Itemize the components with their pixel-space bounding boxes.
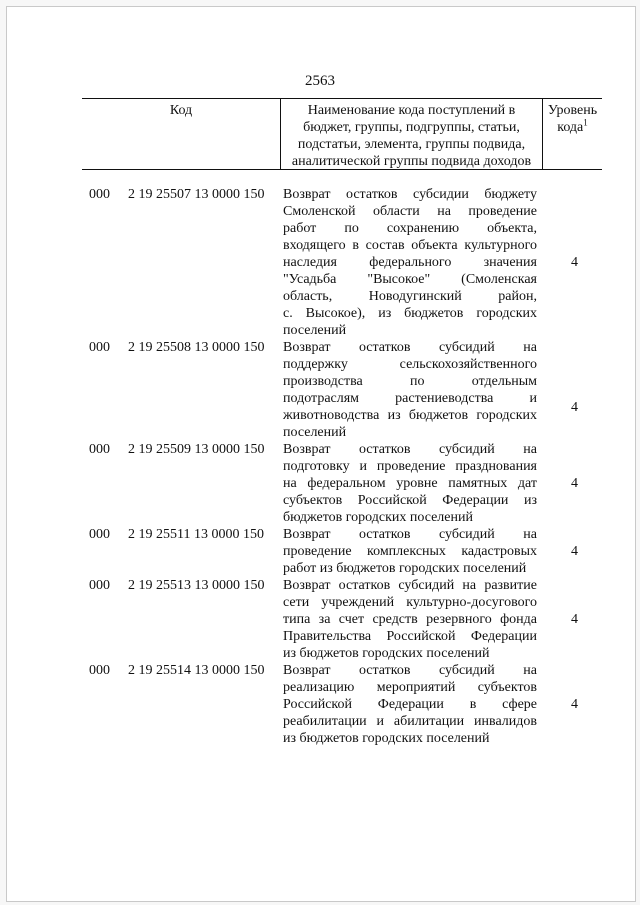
income-name-line: бюджетов городских поселений	[283, 510, 473, 525]
income-name-line: Возврат остатков субсидий на	[283, 663, 537, 678]
admin-code: 000	[89, 442, 110, 457]
income-name-line: производства по отдельным	[283, 374, 537, 389]
table-header	[82, 98, 602, 170]
income-name-line: поселений	[283, 425, 347, 440]
income-name	[283, 577, 537, 662]
code-level: 4	[571, 399, 578, 415]
admin-code: 000	[89, 578, 110, 593]
header-name	[281, 99, 543, 169]
header-code: Код	[82, 99, 281, 169]
admin-code: 000	[89, 663, 110, 678]
income-name-line: типа за счет средств резервного фонда	[283, 612, 537, 627]
income-name-line: наследия федерального значения	[283, 255, 537, 270]
income-name-line: поддержку сельскохозяйственного	[283, 357, 537, 372]
income-name-line: Возврат остатков субсидий на	[283, 340, 537, 355]
income-code: 2 19 25511 13 0000 150	[128, 527, 264, 542]
income-name	[283, 339, 537, 441]
header-name-line: бюджет, группы, подгруппы, статьи,	[303, 120, 520, 135]
code-level: 4	[571, 544, 578, 559]
income-name-line: Правительства Российской Федерации	[283, 629, 537, 644]
admin-code: 000	[89, 187, 110, 202]
income-code: 2 19 25513 13 0000 150	[128, 578, 265, 593]
code-level: 4	[571, 612, 578, 627]
code-level: 4	[571, 476, 578, 491]
admin-code: 000	[89, 527, 110, 542]
footnote-marker: 1	[583, 117, 588, 128]
income-name	[283, 662, 537, 747]
header-level-line: Уровень	[547, 103, 598, 118]
page-number: 2563	[305, 73, 335, 89]
income-name-line: работ по сохранению объекта,	[283, 221, 537, 236]
income-name-line: поселений	[283, 323, 347, 338]
income-name-line: с. Высокое), из бюджетов городских	[283, 306, 537, 321]
income-code: 2 19 25508 13 0000 150	[128, 340, 265, 355]
income-name-line: животноводства из бюджетов городских	[283, 408, 537, 423]
income-name-line: Возврат остатков субсидий на	[283, 527, 537, 542]
header-name-line: аналитической группы подвида доходов	[291, 154, 532, 169]
income-name-line: проведение комплексных кадастровых	[283, 544, 537, 559]
admin-code: 000	[89, 340, 110, 355]
income-name-line: субъектов Российской Федерации из	[283, 493, 537, 508]
income-name	[283, 441, 537, 526]
income-name-line: входящего в состав объекта культурного	[283, 238, 537, 253]
header-level-text: кода	[557, 120, 584, 135]
income-name-line: подотраслям растениеводства и	[283, 391, 537, 406]
income-name-line: Возврат остатков субсидий на развитие	[283, 578, 537, 593]
income-name-line: реализацию мероприятий субъектов	[283, 680, 537, 695]
code-level: 4	[571, 697, 578, 712]
income-name-line: сети учреждений культурно-досугового	[283, 595, 537, 610]
income-name-line: Возврат остатков субсидий на	[283, 442, 537, 457]
income-name	[283, 526, 537, 577]
income-name-line: из бюджетов городских поселений	[283, 731, 490, 746]
header-level	[543, 99, 602, 169]
income-name-line: подготовку и проведение празднования	[283, 459, 537, 474]
income-name	[283, 186, 537, 339]
header-level-line	[543, 119, 602, 136]
income-name-line: Российской Федерации в сфере	[283, 697, 537, 712]
income-code: 2 19 25514 13 0000 150	[128, 663, 265, 678]
header-name-line: Наименование кода поступлений в	[307, 103, 516, 118]
income-name-line: область, Новодугинский район,	[283, 289, 537, 304]
code-level: 4	[571, 255, 578, 270]
income-code: 2 19 25509 13 0000 150	[128, 442, 265, 457]
income-name-line: работ из бюджетов городских поселений	[283, 561, 527, 576]
income-name-line: Смоленской области на проведение	[283, 204, 537, 219]
income-name-line: Возврат остатков субсидии бюджету	[283, 187, 537, 202]
income-name-line: реабилитации и абилитации инвалидов	[283, 714, 537, 729]
income-code: 2 19 25507 13 0000 150	[128, 187, 265, 202]
income-name-line: на федеральном уровне памятных дат	[283, 476, 537, 491]
income-name-line: из бюджетов городских поселений	[283, 646, 490, 661]
header-name-line: подстатьи, элемента, группы подвида,	[297, 137, 526, 152]
income-name-line: "Усадьба "Высокое" (Смоленская	[283, 272, 537, 287]
